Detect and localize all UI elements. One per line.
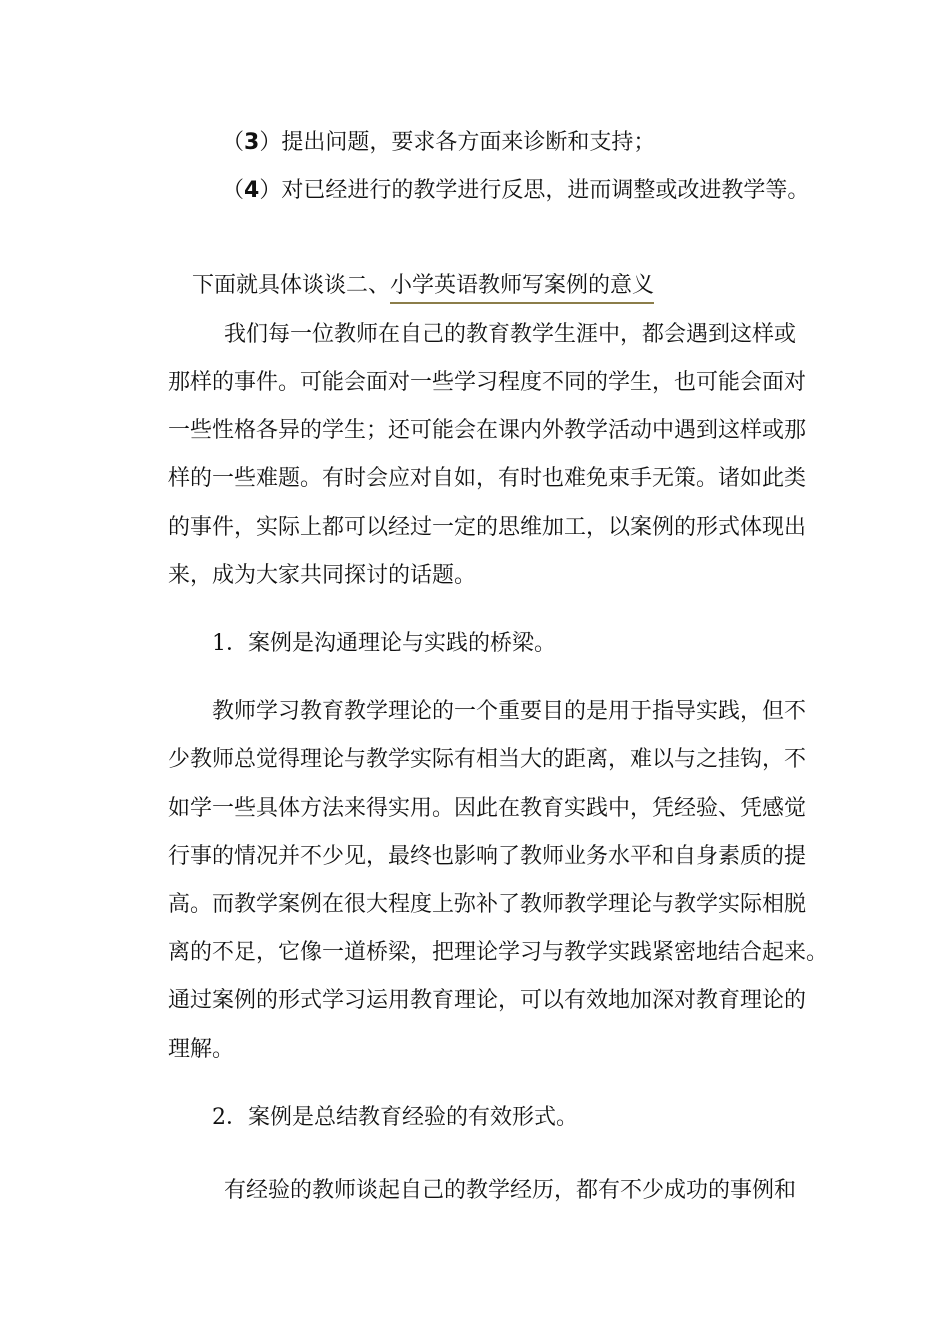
item-number: 3 — [244, 130, 260, 155]
item-text: 对已经进行的教学进行反思，进而调整或改进教学等。 — [281, 178, 810, 203]
section-heading — [192, 271, 654, 301]
paragraph-3-line-1: 有经验的教师谈起自己的教学经历，都有不少成功的事例和 — [224, 1178, 797, 1203]
paragraph-2-line-5: 高。而教学案例在很大程度上弥补了教师教学理论与教学实际相脱 — [168, 892, 807, 917]
paren-close: ） — [259, 130, 282, 155]
paragraph-2-line-2: 少教师总觉得理论与教学实际有相当大的距离，难以与之挂钩，不 — [168, 747, 807, 772]
item-number: 4 — [244, 178, 260, 203]
paragraph-2-line-1: 教师学习教育教学理论的一个重要目的是用于指导实践，但不 — [212, 699, 807, 724]
section-heading-prefix: 下面就具体谈谈二、 — [192, 273, 391, 298]
point-1-heading: 1．案例是沟通理论与实践的桥梁。 — [212, 631, 556, 656]
paren-close: ） — [259, 178, 282, 203]
item-text: 提出问题，要求各方面来诊断和支持； — [281, 130, 656, 155]
paren-open: （ — [222, 130, 245, 155]
list-item-3 — [222, 128, 655, 158]
paragraph-1-line-6: 来，成为大家共同探讨的话题。 — [168, 563, 477, 588]
paragraph-1-line-5: 的事件，实际上都可以经过一定的思维加工，以案例的形式体现出 — [168, 515, 807, 540]
list-item-4 — [222, 176, 809, 206]
paragraph-2-line-8: 理解。 — [168, 1037, 235, 1062]
point-2-heading: 2．案例是总结教育经验的有效形式。 — [212, 1105, 578, 1130]
paragraph-1-line-2: 那样的事件。可能会面对一些学习程度不同的学生，也可能会面对 — [168, 370, 807, 395]
paragraph-1-line-3: 一些性格各异的学生；还可能会在课内外教学活动中遇到这样或那 — [168, 418, 807, 443]
paragraph-2-line-6: 离的不足，它像一道桥梁，把理论学习与教学实践紧密地结合起来。 — [168, 940, 829, 965]
paragraph-2-line-4: 行事的情况并不少见，最终也影响了教师业务水平和自身素质的提 — [168, 844, 807, 869]
paragraph-2-line-3: 如学一些具体方法来得实用。因此在教育实践中，凭经验、凭感觉 — [168, 796, 807, 821]
section-heading-title: 小学英语教师写案例的意义 — [390, 273, 654, 304]
paragraph-1-line-4: 样的一些难题。有时会应对自如，有时也难免束手无策。诸如此类 — [168, 466, 807, 491]
paren-open: （ — [222, 178, 245, 203]
paragraph-2-line-7: 通过案例的形式学习运用教育理论，可以有效地加深对教育理论的 — [168, 988, 807, 1013]
paragraph-1-line-1: 我们每一位教师在自己的教育教学生涯中，都会遇到这样或 — [224, 322, 797, 347]
